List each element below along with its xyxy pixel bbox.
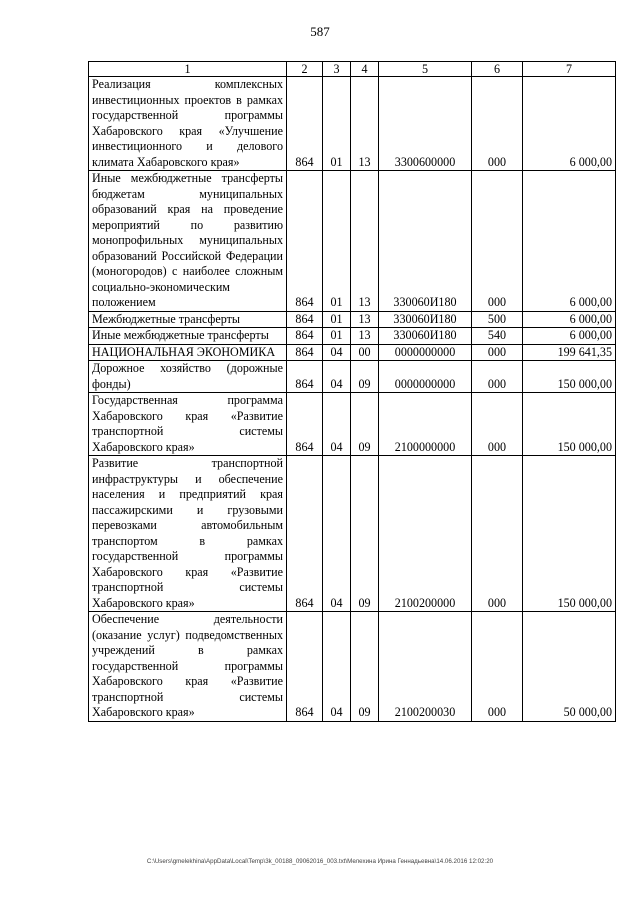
row-vr: 000	[472, 393, 523, 456]
row-csr: 330060И180	[379, 328, 472, 345]
row-sum: 6 000,00	[523, 77, 616, 171]
row-rz: 04	[323, 612, 351, 722]
row-ved: 864	[287, 171, 323, 312]
row-vr: 000	[472, 456, 523, 612]
table-row	[89, 344, 616, 361]
row-pr: 13	[351, 311, 379, 328]
row-vr: 500	[472, 311, 523, 328]
header-col-1: 1	[89, 62, 287, 77]
row-rz: 01	[323, 328, 351, 345]
table-row	[89, 171, 616, 312]
table-row	[89, 361, 616, 393]
row-pr: 00	[351, 344, 379, 361]
row-name: Обеспечение деятельности (оказание услуг) подведомственных учреждений в рамках государственной программы Хабаровского края «Развитие транспортной системы Хабаровского края»	[89, 612, 287, 722]
row-csr: 330060И180	[379, 171, 472, 312]
row-vr: 540	[472, 328, 523, 345]
row-name: Дорожное хозяйство (дорожные фонды)	[89, 361, 287, 393]
header-col-3: 3	[323, 62, 351, 77]
row-ved: 864	[287, 361, 323, 393]
row-sum: 150 000,00	[523, 456, 616, 612]
row-name: Иные межбюджетные трансферты	[89, 328, 287, 345]
row-pr: 13	[351, 77, 379, 171]
row-vr: 000	[472, 361, 523, 393]
footer-file-path: C:\Users\gmelekhina\AppData\Local\Temp\3k_00188_09062016_003.txt\Мелехина Ирина Геннадьевна\14.06.2016 12:02:20	[146, 858, 494, 865]
row-csr: 3300600000	[379, 77, 472, 171]
table-row	[89, 77, 616, 171]
row-rz: 04	[323, 393, 351, 456]
row-name: Государственная программа Хабаровского края «Развитие транспортной системы Хабаровского края»	[89, 393, 287, 456]
header-col-2: 2	[287, 62, 323, 77]
row-vr: 000	[472, 77, 523, 171]
row-name: Межбюджетные трансферты	[89, 311, 287, 328]
row-csr: 2100200030	[379, 612, 472, 722]
row-ved: 864	[287, 456, 323, 612]
header-col-7: 7	[523, 62, 616, 77]
row-pr: 09	[351, 612, 379, 722]
row-rz: 01	[323, 171, 351, 312]
row-ved: 864	[287, 77, 323, 171]
row-pr: 13	[351, 328, 379, 345]
row-csr: 0000000000	[379, 344, 472, 361]
row-pr: 09	[351, 393, 379, 456]
row-pr: 13	[351, 171, 379, 312]
table-header-row	[89, 62, 616, 77]
table-row	[89, 393, 616, 456]
row-csr: 2100200000	[379, 456, 472, 612]
row-sum: 150 000,00	[523, 361, 616, 393]
table-row	[89, 456, 616, 612]
row-name: НАЦИОНАЛЬНАЯ ЭКОНОМИКА	[89, 344, 287, 361]
row-sum: 6 000,00	[523, 171, 616, 312]
row-ved: 864	[287, 344, 323, 361]
row-ved: 864	[287, 328, 323, 345]
table-row	[89, 328, 616, 345]
row-ved: 864	[287, 612, 323, 722]
header-col-4: 4	[351, 62, 379, 77]
row-sum: 199 641,35	[523, 344, 616, 361]
row-csr: 330060И180	[379, 311, 472, 328]
row-ved: 864	[287, 393, 323, 456]
row-rz: 04	[323, 456, 351, 612]
header-col-5: 5	[379, 62, 472, 77]
row-name: Иные межбюджетные трансферты бюджетам муниципальных образований края на проведение мероприятий по развитию монопрофильных муниципальных образований Российской Федерации (моногородов) с наиболее сложным социально-экономическим положением	[89, 171, 287, 312]
row-vr: 000	[472, 171, 523, 312]
row-vr: 000	[472, 344, 523, 361]
row-sum: 6 000,00	[523, 311, 616, 328]
row-pr: 09	[351, 361, 379, 393]
row-sum: 50 000,00	[523, 612, 616, 722]
row-rz: 01	[323, 311, 351, 328]
row-sum: 6 000,00	[523, 328, 616, 345]
row-vr: 000	[472, 612, 523, 722]
table-row	[89, 612, 616, 722]
row-rz: 04	[323, 361, 351, 393]
row-sum: 150 000,00	[523, 393, 616, 456]
header-col-6: 6	[472, 62, 523, 77]
row-csr: 0000000000	[379, 361, 472, 393]
row-name: Реализация комплексных инвестиционных проектов в рамках государственной программы Хабаровского края «Улучшение инвестиционного и делового климата Хабаровского края»	[89, 77, 287, 171]
table-row	[89, 311, 616, 328]
budget-table	[88, 61, 616, 722]
row-rz: 01	[323, 77, 351, 171]
page-number: 587	[310, 24, 330, 39]
row-ved: 864	[287, 311, 323, 328]
row-csr: 2100000000	[379, 393, 472, 456]
row-rz: 04	[323, 344, 351, 361]
row-pr: 09	[351, 456, 379, 612]
row-name: Развитие транспортной инфраструктуры и обеспечение населения и предприятий края пассажирскими и грузовыми перевозками автомобильным транспортом в рамках государственной программы Хабаровского края «Развитие транспортной системы Хабаровского края»	[89, 456, 287, 612]
